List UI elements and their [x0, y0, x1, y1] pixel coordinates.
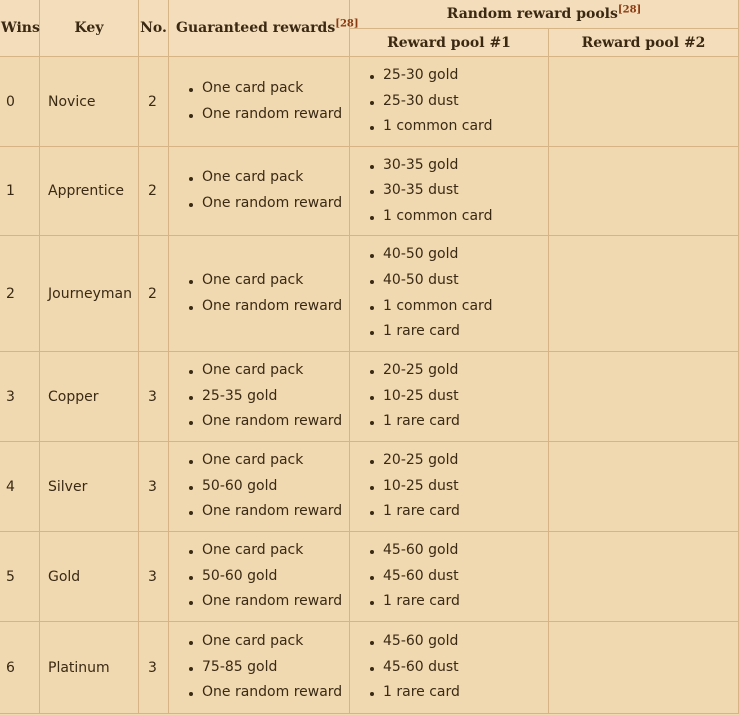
list-item: 50-60 gold — [188, 474, 349, 500]
list-item: One card pack — [188, 538, 349, 564]
reward-list — [188, 358, 349, 435]
header-reward-pool-2: Reward pool #2 — [549, 29, 739, 57]
list-item: One card pack — [188, 629, 349, 655]
guaranteed-rewards-cell — [169, 236, 350, 352]
list-item: One random reward — [188, 589, 349, 615]
table-row — [0, 352, 739, 442]
list-item: One random reward — [188, 499, 349, 525]
list-item: 30-35 dust — [369, 178, 548, 204]
table-row — [0, 442, 739, 532]
header-wins: Wins — [0, 0, 40, 57]
reward-list — [188, 165, 349, 216]
list-item: 45-60 gold — [369, 538, 548, 564]
list-item: One random reward — [188, 294, 349, 320]
reward-list — [188, 629, 349, 706]
reward-pool-2-cell — [549, 236, 739, 352]
list-item: 1 rare card — [369, 680, 548, 706]
guaranteed-rewards-cell — [169, 352, 350, 442]
wins-cell: 0 — [0, 57, 40, 147]
guaranteed-rewards-cell — [169, 622, 350, 714]
table-header — [0, 0, 739, 57]
wins-cell: 2 — [0, 236, 40, 352]
list-item: 10-25 dust — [369, 384, 548, 410]
list-item: One random reward — [188, 102, 349, 128]
reward-pool-1-cell — [350, 352, 549, 442]
reward-pool-1-cell — [350, 57, 549, 147]
reward-list — [369, 153, 548, 230]
wins-cell: 4 — [0, 442, 40, 532]
table-row — [0, 57, 739, 147]
reward-pool-2-cell — [549, 442, 739, 532]
reward-pool-1-cell — [350, 236, 549, 352]
guaranteed-rewards-cell — [169, 57, 350, 147]
list-item: 1 rare card — [369, 589, 548, 615]
list-item: 25-30 dust — [369, 89, 548, 115]
header-random-reward-pools: Random reward pools[28] — [350, 0, 739, 29]
number-cell: 3 — [139, 352, 169, 442]
list-item: One random reward — [188, 409, 349, 435]
reward-list — [369, 63, 548, 140]
number-cell: 3 — [139, 532, 169, 622]
guaranteed-rewards-cell — [169, 532, 350, 622]
list-item: 45-60 gold — [369, 629, 548, 655]
table-row — [0, 622, 739, 714]
list-item: 45-60 dust — [369, 564, 548, 590]
list-item: 1 common card — [369, 114, 548, 140]
key-cell: Copper — [40, 352, 139, 442]
wins-cell: 3 — [0, 352, 40, 442]
list-item: One card pack — [188, 448, 349, 474]
wins-cell: 5 — [0, 532, 40, 622]
citation-link[interactable]: [28] — [617, 4, 642, 16]
guaranteed-rewards-cell — [169, 147, 350, 236]
table-row — [0, 236, 739, 352]
list-item: 10-25 dust — [369, 474, 548, 500]
reward-pool-1-cell — [350, 622, 549, 714]
list-item: 1 rare card — [369, 499, 548, 525]
reward-list — [369, 448, 548, 525]
key-cell: Silver — [40, 442, 139, 532]
reward-pool-2-cell — [549, 532, 739, 622]
reward-pool-2-cell — [549, 622, 739, 714]
list-item: One random reward — [188, 680, 349, 706]
table-row — [0, 147, 739, 236]
reward-list — [369, 242, 548, 344]
list-item: 40-50 gold — [369, 242, 548, 268]
number-cell: 2 — [139, 236, 169, 352]
list-item: 45-60 dust — [369, 655, 548, 681]
list-item: 1 rare card — [369, 409, 548, 435]
list-item: One card pack — [188, 358, 349, 384]
header-guaranteed-rewards: Guaranteed rewards[28] — [169, 0, 350, 57]
key-cell: Platinum — [40, 622, 139, 714]
list-item: One card pack — [188, 268, 349, 294]
list-item: 25-35 gold — [188, 384, 349, 410]
list-item: 25-30 gold — [369, 63, 548, 89]
key-cell: Apprentice — [40, 147, 139, 236]
wins-cell: 6 — [0, 622, 40, 714]
list-item: One card pack — [188, 76, 349, 102]
reward-list — [369, 538, 548, 615]
list-item: 20-25 gold — [369, 448, 548, 474]
reward-list — [188, 538, 349, 615]
reward-pool-1-cell — [350, 442, 549, 532]
list-item: 50-60 gold — [188, 564, 349, 590]
list-item: 20-25 gold — [369, 358, 548, 384]
number-cell: 2 — [139, 57, 169, 147]
key-cell: Gold — [40, 532, 139, 622]
reward-pool-2-cell — [549, 57, 739, 147]
key-cell: Novice — [40, 57, 139, 147]
header-no: No. — [139, 0, 169, 57]
list-item: 1 common card — [369, 294, 548, 320]
reward-list — [369, 358, 548, 435]
key-cell: Journeyman — [40, 236, 139, 352]
reward-pool-2-cell — [549, 147, 739, 236]
reward-list — [369, 629, 548, 706]
number-cell: 3 — [139, 622, 169, 714]
citation-link[interactable]: [28] — [335, 18, 359, 30]
reward-list — [188, 76, 349, 127]
reward-pool-1-cell — [350, 147, 549, 236]
header-key: Key — [40, 0, 139, 57]
table-body — [0, 57, 739, 714]
list-item: One card pack — [188, 165, 349, 191]
reward-pool-2-cell — [549, 352, 739, 442]
guaranteed-rewards-cell — [169, 442, 350, 532]
reward-list — [188, 448, 349, 525]
reward-list — [188, 268, 349, 319]
number-cell: 2 — [139, 147, 169, 236]
wins-cell: 1 — [0, 147, 40, 236]
list-item: 1 rare card — [369, 319, 548, 345]
header-reward-pool-1: Reward pool #1 — [350, 29, 549, 57]
list-item: One random reward — [188, 191, 349, 217]
list-item: 40-50 dust — [369, 268, 548, 294]
reward-pool-1-cell — [350, 532, 549, 622]
table-row — [0, 532, 739, 622]
number-cell: 3 — [139, 442, 169, 532]
list-item: 1 common card — [369, 204, 548, 230]
list-item: 75-85 gold — [188, 655, 349, 681]
list-item: 30-35 gold — [369, 153, 548, 179]
